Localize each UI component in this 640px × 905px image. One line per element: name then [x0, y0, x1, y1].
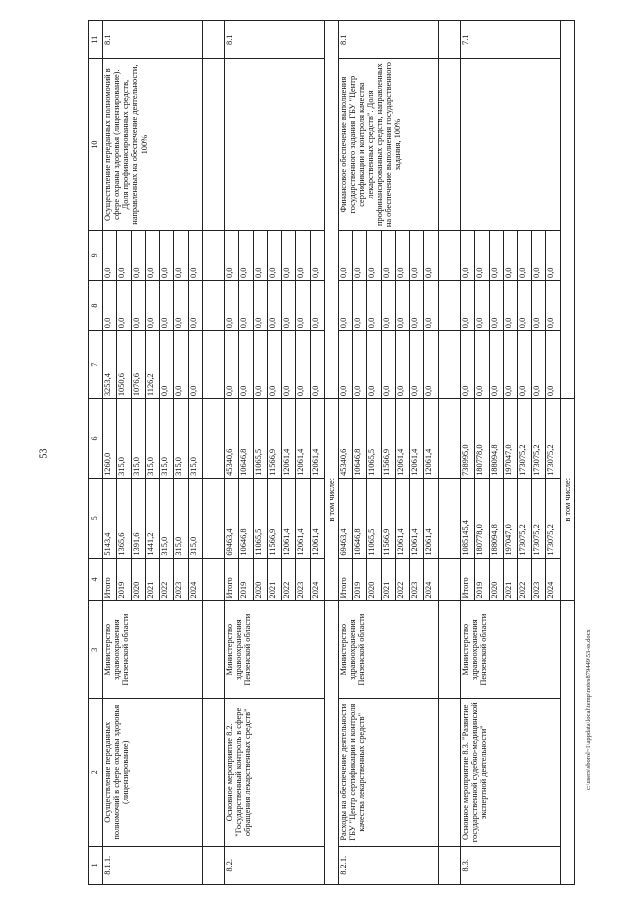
total-cell: 69463,4 — [225, 478, 239, 558]
row-goal: 8.1 — [103, 21, 203, 59]
federal-budget-cell: 0,0 — [381, 331, 395, 399]
row-goal: 8.1 — [339, 21, 439, 59]
local-budget-cell: 0,0 — [131, 280, 145, 330]
local-budget-cell: 0,0 — [145, 280, 159, 330]
regional-budget-cell: 173075,2 — [532, 399, 546, 479]
year-cell: 2023 — [532, 558, 546, 601]
federal-budget-cell: 0,0 — [395, 331, 409, 399]
other-source-cell: 0,0 — [339, 230, 353, 280]
spacer-cell — [438, 331, 461, 399]
local-budget-cell: 0,0 — [546, 280, 560, 330]
federal-budget-cell: 0,0 — [225, 331, 239, 399]
regional-budget-cell: 11065,5 — [367, 399, 381, 479]
regional-budget-cell: 11065,5 — [253, 399, 267, 479]
other-source-cell: 0,0 — [489, 230, 503, 280]
local-budget-cell: 0,0 — [353, 280, 367, 330]
spacer-cell — [202, 280, 225, 330]
row-code: 8.2.1. — [339, 846, 439, 884]
other-source-cell: 0,0 — [532, 230, 546, 280]
local-budget-cell: 0,0 — [503, 280, 517, 330]
other-source-cell: 0,0 — [296, 230, 310, 280]
column-header-row — [89, 21, 103, 885]
total-cell: 1365,6 — [117, 478, 131, 558]
local-budget-cell: 0,0 — [489, 280, 503, 330]
total-cell: 180778,0 — [475, 478, 489, 558]
total-cell: 12061,4 — [296, 478, 310, 558]
total-cell: 1391,6 — [131, 478, 145, 558]
local-budget-cell: 0,0 — [517, 280, 531, 330]
file-path: c:\users\sborol~1\appdata\local\temp\notes879449\53-ss.docx — [585, 629, 592, 790]
column-header: 4 — [89, 558, 103, 601]
spacer-cell — [438, 280, 461, 330]
local-budget-cell: 0,0 — [174, 280, 188, 330]
column-header: 1 — [89, 846, 103, 884]
regional-budget-cell: 315,0 — [188, 399, 202, 479]
local-budget-cell: 0,0 — [310, 280, 324, 330]
total-cell: 69463,4 — [339, 478, 353, 558]
regional-budget-cell: 315,0 — [145, 399, 159, 479]
regional-budget-cell: 12061,4 — [424, 399, 438, 479]
regional-budget-cell: 12061,4 — [310, 399, 324, 479]
federal-budget-cell: 0,0 — [253, 331, 267, 399]
other-source-cell: 0,0 — [117, 230, 131, 280]
year-cell: Итого — [225, 558, 239, 601]
federal-budget-cell: 0,0 — [353, 331, 367, 399]
other-source-cell: 0,0 — [145, 230, 159, 280]
local-budget-cell: 0,0 — [103, 280, 117, 330]
year-cell: 2019 — [353, 558, 367, 601]
column-header: 10 — [89, 59, 103, 230]
other-source-cell: 0,0 — [475, 230, 489, 280]
row-executor: Министерство здравоохранения Пензенской области — [103, 601, 203, 698]
federal-budget-cell: 0,0 — [489, 331, 503, 399]
total-cell: 5143,4 — [103, 478, 117, 558]
row-code: 8.1.1. — [103, 846, 203, 884]
spacer-cell — [438, 846, 461, 884]
other-source-cell: 0,0 — [367, 230, 381, 280]
year-cell: 2023 — [410, 558, 424, 601]
including-row — [560, 21, 574, 885]
total-cell: 197047,0 — [503, 478, 517, 558]
other-source-cell: 0,0 — [103, 230, 117, 280]
other-source-cell: 0,0 — [546, 230, 560, 280]
year-cell: 2020 — [131, 558, 145, 601]
total-cell: 1085145,4 — [461, 478, 475, 558]
year-cell: 2022 — [160, 558, 174, 601]
regional-budget-cell: 10646,8 — [239, 399, 253, 479]
regional-budget-cell: 173075,2 — [546, 399, 560, 479]
row-name: Основное мероприятие 8.3. "Развитие государственной судебно-медицинской экспертной деятельности" — [461, 698, 561, 846]
total-cell: 12061,4 — [395, 478, 409, 558]
regional-budget-cell: 12061,4 — [395, 399, 409, 479]
other-source-cell: 0,0 — [239, 230, 253, 280]
local-budget-cell: 0,0 — [395, 280, 409, 330]
federal-budget-cell: 0,0 — [188, 331, 202, 399]
total-cell: 315,0 — [188, 478, 202, 558]
column-header: 11 — [89, 21, 103, 59]
other-source-cell: 0,0 — [267, 230, 281, 280]
year-cell: 2021 — [145, 558, 159, 601]
regional-budget-cell: 11566,9 — [267, 399, 281, 479]
year-cell: 2019 — [117, 558, 131, 601]
regional-budget-cell: 10646,8 — [353, 399, 367, 479]
federal-budget-cell: 0,0 — [339, 331, 353, 399]
total-cell: 11566,9 — [267, 478, 281, 558]
total-cell: 11065,5 — [367, 478, 381, 558]
federal-budget-cell: 0,0 — [424, 331, 438, 399]
local-budget-cell: 0,0 — [225, 280, 239, 330]
federal-budget-cell: 0,0 — [410, 331, 424, 399]
federal-budget-cell: 0,0 — [532, 331, 546, 399]
spacer-cell — [438, 601, 461, 698]
local-budget-cell: 0,0 — [424, 280, 438, 330]
federal-budget-cell: 0,0 — [503, 331, 517, 399]
spacer-cell — [202, 601, 225, 698]
year-cell: 2024 — [546, 558, 560, 601]
total-cell: 173075,2 — [517, 478, 531, 558]
regional-budget-cell: 12061,4 — [296, 399, 310, 479]
table-row — [225, 21, 239, 885]
year-cell: 2020 — [489, 558, 503, 601]
column-header: 9 — [89, 230, 103, 280]
regional-budget-cell: 180778,0 — [475, 399, 489, 479]
spacer-cell — [438, 399, 461, 479]
spacer-cell — [438, 21, 461, 59]
row-executor: Министерство здравоохранения Пензенской области — [339, 601, 439, 698]
federal-budget-cell: 0,0 — [475, 331, 489, 399]
total-cell: 11065,5 — [253, 478, 267, 558]
year-cell: 2019 — [475, 558, 489, 601]
federal-budget-cell: 0,0 — [174, 331, 188, 399]
year-cell: Итого — [103, 558, 117, 601]
year-cell: 2022 — [282, 558, 296, 601]
federal-budget-cell: 0,0 — [296, 331, 310, 399]
column-header: 3 — [89, 601, 103, 698]
other-source-cell: 0,0 — [310, 230, 324, 280]
spacer-cell — [202, 478, 225, 558]
program-table — [88, 20, 575, 885]
spacer-cell — [438, 698, 461, 846]
year-cell: 2024 — [424, 558, 438, 601]
total-cell: 315,0 — [174, 478, 188, 558]
regional-budget-cell: 12061,4 — [410, 399, 424, 479]
row-indicator — [461, 59, 561, 230]
federal-budget-cell: 0,0 — [461, 331, 475, 399]
total-cell: 10646,8 — [353, 478, 367, 558]
regional-budget-cell: 173075,2 — [517, 399, 531, 479]
total-cell: 173075,2 — [532, 478, 546, 558]
regional-budget-cell: 45340,6 — [225, 399, 239, 479]
local-budget-cell: 0,0 — [461, 280, 475, 330]
local-budget-cell: 0,0 — [339, 280, 353, 330]
year-cell: 2021 — [381, 558, 395, 601]
regional-budget-cell: 188094,8 — [489, 399, 503, 479]
row-goal: 7.1 — [461, 21, 561, 59]
regional-budget-cell: 12061,4 — [282, 399, 296, 479]
including-cell — [560, 21, 574, 399]
row-executor: Министерство здравоохранения Пензенской области — [461, 601, 561, 698]
spacer-cell — [438, 230, 461, 280]
other-source-cell: 0,0 — [188, 230, 202, 280]
total-cell: 12061,4 — [310, 478, 324, 558]
column-header: 2 — [89, 698, 103, 846]
other-source-cell: 0,0 — [131, 230, 145, 280]
spacer-cell — [438, 59, 461, 230]
row-name: Осуществление переданных полномочий в сфере охраны здоровья (лицензирование) — [103, 698, 203, 846]
row-indicator: Осуществление переданных полномочий в сфере охраны здоровья (лицензирование). Доля профинансированных средств, направленных на обеспечение деятельности, 100% — [103, 59, 203, 230]
including-cell — [324, 601, 338, 885]
including-cell — [324, 21, 338, 399]
row-indicator — [225, 59, 325, 230]
spacer-row — [202, 21, 225, 885]
total-cell: 315,0 — [160, 478, 174, 558]
spacer-cell — [438, 558, 461, 601]
year-cell: 2021 — [267, 558, 281, 601]
spacer-cell — [202, 399, 225, 479]
year-cell: 2022 — [395, 558, 409, 601]
local-budget-cell: 0,0 — [381, 280, 395, 330]
regional-budget-cell: 45340,6 — [339, 399, 353, 479]
other-source-cell: 0,0 — [503, 230, 517, 280]
federal-budget-cell: 1050,6 — [117, 331, 131, 399]
year-cell: Итого — [461, 558, 475, 601]
total-cell: 173075,2 — [546, 478, 560, 558]
total-cell: 12061,4 — [410, 478, 424, 558]
year-cell: 2021 — [503, 558, 517, 601]
other-source-cell: 0,0 — [410, 230, 424, 280]
regional-budget-cell: 315,0 — [131, 399, 145, 479]
year-cell: 2020 — [253, 558, 267, 601]
row-executor: Министерство здравоохранения Пензенской области — [225, 601, 325, 698]
spacer-cell — [202, 558, 225, 601]
local-budget-cell: 0,0 — [117, 280, 131, 330]
year-cell: 2023 — [296, 558, 310, 601]
spacer-row — [438, 21, 461, 885]
spacer-cell — [202, 230, 225, 280]
year-cell: Итого — [339, 558, 353, 601]
federal-budget-cell: 0,0 — [160, 331, 174, 399]
federal-budget-cell: 0,0 — [310, 331, 324, 399]
federal-budget-cell: 0,0 — [546, 331, 560, 399]
local-budget-cell: 0,0 — [267, 280, 281, 330]
table-row — [103, 21, 117, 885]
row-code: 8.2. — [225, 846, 325, 884]
table-row — [339, 21, 353, 885]
including-row — [324, 21, 338, 885]
year-cell: 2022 — [517, 558, 531, 601]
other-source-cell: 0,0 — [424, 230, 438, 280]
table-row — [461, 21, 475, 885]
row-indicator: Финансовое обеспечение выполнения государственного задания ГБУ "Центр сертификации и контроля качества лекарственных средств". Доля профинансированных средств, направленных на обеспечение выполнения государственного задания, 100% — [339, 59, 439, 230]
federal-budget-cell: 1076,6 — [131, 331, 145, 399]
year-cell: 2019 — [239, 558, 253, 601]
federal-budget-cell: 3253,4 — [103, 331, 117, 399]
other-source-cell: 0,0 — [225, 230, 239, 280]
federal-budget-cell: 0,0 — [367, 331, 381, 399]
other-source-cell: 0,0 — [282, 230, 296, 280]
other-source-cell: 0,0 — [381, 230, 395, 280]
federal-budget-cell: 0,0 — [282, 331, 296, 399]
other-source-cell: 0,0 — [461, 230, 475, 280]
regional-budget-cell: 315,0 — [160, 399, 174, 479]
row-name: Основное мероприятие 8.2. "Государственный контроль в сфере обращения лекарственных средств" — [225, 698, 325, 846]
federal-budget-cell: 0,0 — [239, 331, 253, 399]
local-budget-cell: 0,0 — [296, 280, 310, 330]
including-label: в том числе: — [324, 399, 338, 601]
regional-budget-cell: 315,0 — [174, 399, 188, 479]
total-cell: 11566,9 — [381, 478, 395, 558]
regional-budget-cell: 11566,9 — [381, 399, 395, 479]
spacer-cell — [438, 478, 461, 558]
regional-budget-cell: 1260,0 — [103, 399, 117, 479]
column-header: 8 — [89, 280, 103, 330]
local-budget-cell: 0,0 — [160, 280, 174, 330]
year-cell: 2023 — [174, 558, 188, 601]
federal-budget-cell: 0,0 — [517, 331, 531, 399]
regional-budget-cell: 197047,0 — [503, 399, 517, 479]
total-cell: 12061,4 — [424, 478, 438, 558]
spacer-cell — [202, 331, 225, 399]
local-budget-cell: 0,0 — [410, 280, 424, 330]
total-cell: 10646,8 — [239, 478, 253, 558]
total-cell: 12061,4 — [282, 478, 296, 558]
column-header: 6 — [89, 399, 103, 479]
local-budget-cell: 0,0 — [532, 280, 546, 330]
other-source-cell: 0,0 — [253, 230, 267, 280]
page-number: 53 — [38, 448, 50, 459]
year-cell: 2020 — [367, 558, 381, 601]
year-cell: 2024 — [188, 558, 202, 601]
total-cell: 1441,2 — [145, 478, 159, 558]
local-budget-cell: 0,0 — [188, 280, 202, 330]
spacer-cell — [202, 21, 225, 59]
federal-budget-cell: 1126,2 — [145, 331, 159, 399]
other-source-cell: 0,0 — [174, 230, 188, 280]
local-budget-cell: 0,0 — [239, 280, 253, 330]
regional-budget-cell: 315,0 — [117, 399, 131, 479]
other-source-cell: 0,0 — [160, 230, 174, 280]
including-cell — [560, 601, 574, 885]
local-budget-cell: 0,0 — [367, 280, 381, 330]
column-header: 5 — [89, 478, 103, 558]
local-budget-cell: 0,0 — [253, 280, 267, 330]
year-cell: 2024 — [310, 558, 324, 601]
including-label: в том числе: — [560, 399, 574, 601]
other-source-cell: 0,0 — [517, 230, 531, 280]
rotated-page — [88, 20, 575, 885]
row-name: Расходы на обеспечение деятельности ГБУ "Центр сертификации и контроля качества лекарственных средств" — [339, 698, 439, 846]
spacer-cell — [202, 846, 225, 884]
total-cell: 188094,8 — [489, 478, 503, 558]
row-goal: 8.1 — [225, 21, 325, 59]
row-code: 8.3. — [461, 846, 561, 884]
regional-budget-cell: 738995,0 — [461, 399, 475, 479]
other-source-cell: 0,0 — [395, 230, 409, 280]
spacer-cell — [202, 59, 225, 230]
local-budget-cell: 0,0 — [475, 280, 489, 330]
local-budget-cell: 0,0 — [282, 280, 296, 330]
column-header: 7 — [89, 331, 103, 399]
other-source-cell: 0,0 — [353, 230, 367, 280]
spacer-cell — [202, 698, 225, 846]
federal-budget-cell: 0,0 — [267, 331, 281, 399]
